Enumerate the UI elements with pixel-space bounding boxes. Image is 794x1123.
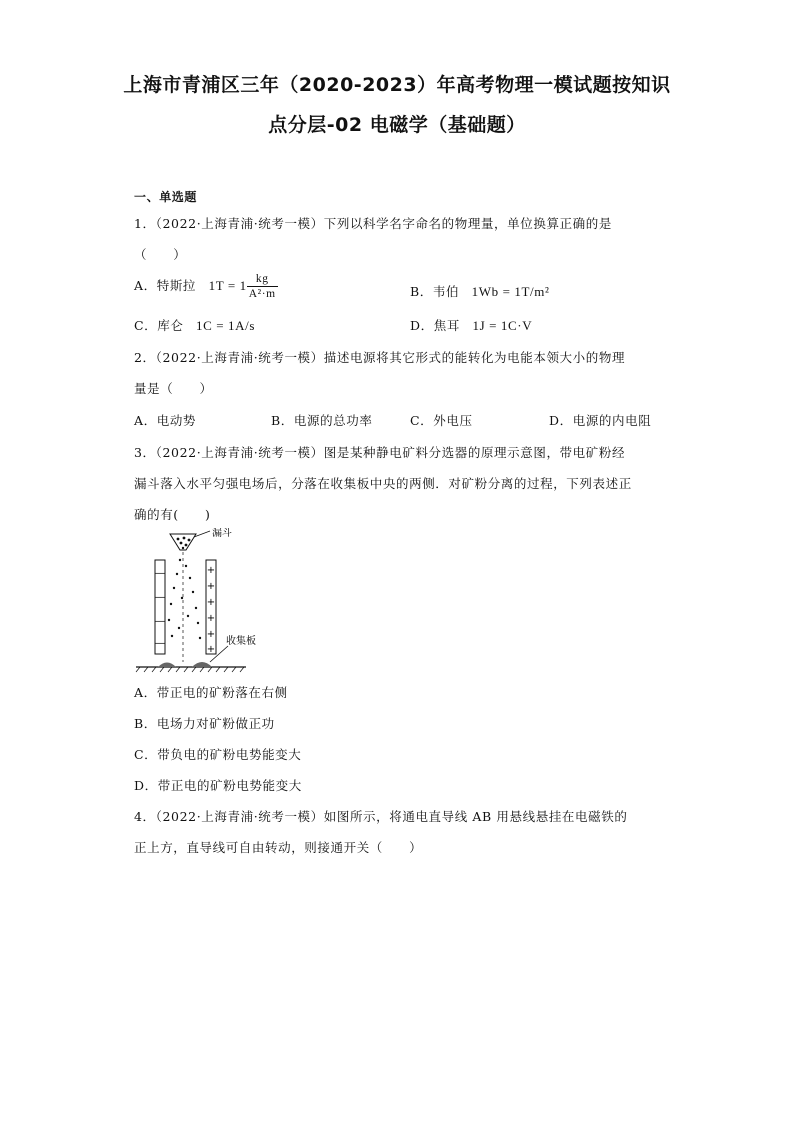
q3-option-c: C．带负电的矿粉电势能变大 bbox=[134, 747, 302, 762]
q1-stem-line-2: （ ） bbox=[134, 247, 187, 262]
left-plate-sign-3: — bbox=[155, 616, 165, 627]
left-plate-sign-2: — bbox=[155, 592, 165, 603]
q2-option-d: D．电源的内电阻 bbox=[549, 413, 652, 428]
section-heading: 一、单选题 bbox=[134, 190, 198, 204]
right-plate-sign-4: + bbox=[206, 613, 216, 624]
q2-option-b: B．电源的总功率 bbox=[271, 413, 373, 428]
q2-stem-line-1: 2．（2022·上海青浦·统考一模）描述电源将其它形式的能转化为电能本领大小的物理 bbox=[134, 350, 626, 365]
ore-particles bbox=[168, 559, 201, 639]
q3-stem-line-3: 确的有( ) bbox=[134, 507, 211, 522]
q3-option-b: B．电场力对矿粉做正功 bbox=[134, 716, 275, 731]
collection-board-label: 收集板 bbox=[226, 636, 256, 647]
left-plate-sign-1: — bbox=[155, 568, 165, 579]
q1-option-a bbox=[134, 272, 278, 301]
q4-stem-line-1: 4．（2022·上海青浦·统考一模）如图所示，将通电直导线 AB 用悬线悬挂在电磁铁的 bbox=[134, 809, 628, 824]
right-plate-sign-1: + bbox=[206, 565, 216, 576]
funnel-label: 漏斗 bbox=[212, 528, 232, 539]
q1-fraction-denominator: A²·m bbox=[248, 288, 276, 300]
q1-option-b-label: B．韦伯 bbox=[410, 284, 460, 299]
left-ore-heap bbox=[158, 663, 176, 668]
q2-option-a: A．电动势 bbox=[134, 413, 197, 428]
q3-option-d: D．带正电的矿粉电势能变大 bbox=[134, 778, 302, 793]
right-plate-sign-3: + bbox=[206, 597, 216, 608]
q1-option-c bbox=[134, 316, 255, 334]
q1-option-b bbox=[410, 282, 549, 300]
q1-option-c-label: C．库仑 bbox=[134, 318, 184, 333]
q1-fraction-numerator: kg bbox=[247, 272, 278, 287]
q1-option-a-label: A．特斯拉 bbox=[134, 278, 197, 293]
page-title-line-2: 点分层-02 电磁学（基础题） bbox=[268, 114, 526, 136]
ore-separator-diagram bbox=[134, 528, 284, 676]
q1-option-a-fraction bbox=[247, 272, 278, 301]
right-plate-sign-6: + bbox=[206, 644, 216, 655]
q2-option-c: C．外电压 bbox=[410, 413, 473, 428]
left-plate-sign-4: — bbox=[155, 638, 165, 649]
q3-option-a: A．带正电的矿粉落在右侧 bbox=[134, 685, 288, 700]
q4-stem-line-2: 正上方，直导线可自由转动，则接通开关（ ） bbox=[134, 840, 423, 855]
q2-stem-line-2: 量是（ ） bbox=[134, 381, 213, 396]
q1-option-a-math: 1T = 1 bbox=[208, 278, 247, 293]
q1-option-c-math: 1C = 1A/s bbox=[196, 318, 256, 333]
q1-option-d bbox=[410, 316, 532, 334]
right-plate-sign-2: + bbox=[206, 581, 216, 592]
page-title-line-1: 上海市青浦区三年（2020-2023）年高考物理一模试题按知识 bbox=[123, 74, 671, 96]
q1-stem-line-1: 1．（2022·上海青浦·统考一模）下列以科学名字命名的物理量，单位换算正确的是 bbox=[134, 216, 612, 231]
q1-option-b-math: 1Wb = 1T/m² bbox=[471, 284, 550, 299]
right-ore-heap bbox=[192, 662, 212, 667]
q1-option-d-label: D．焦耳 bbox=[410, 318, 460, 333]
q1-option-d-math: 1J = 1C·V bbox=[472, 318, 533, 333]
q3-stem-line-2: 漏斗落入水平匀强电场后，分落在收集板中央的两侧．对矿粉分离的过程，下列表述正 bbox=[134, 476, 632, 491]
right-plate-sign-5: + bbox=[206, 629, 216, 640]
q3-stem-line-1: 3．（2022·上海青浦·统考一模）图是某种静电矿料分选器的原理示意图，带电矿粉经 bbox=[134, 445, 626, 460]
